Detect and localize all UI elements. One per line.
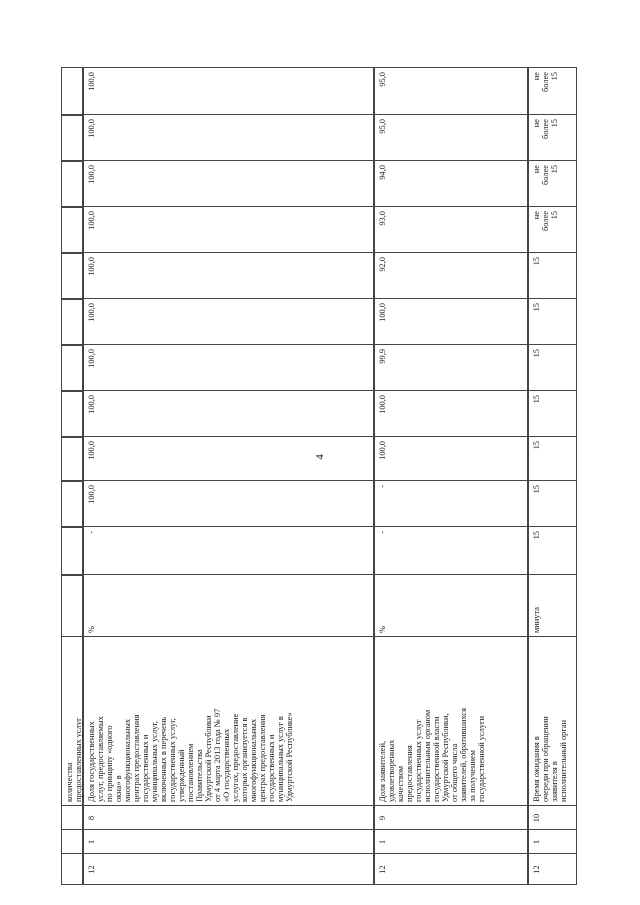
table-cell-r1-c4	[83, 637, 374, 806]
continuation-empty-15	[61, 67, 83, 115]
table-cell-r1-c11-text: 100,0	[87, 303, 96, 322]
table-cell-r1-c13	[83, 207, 374, 253]
continuation-empty-13	[61, 161, 83, 207]
table-cell-r3-c15	[528, 115, 577, 161]
table-cell-r3-c6-text: 15	[532, 531, 541, 540]
table-cell-r2-c14	[374, 161, 528, 207]
continuation-empty-8	[61, 391, 83, 437]
table-cell-r1-c7-text: 100,0	[87, 485, 96, 504]
table-cell-r2-c6-text: -	[378, 531, 387, 534]
table-cell-r3-c10	[528, 345, 577, 391]
table-cell-r1-c14-text: 100,0	[87, 165, 96, 184]
continuation-empty-0	[61, 854, 83, 885]
table-cell-r1-c1-text: 12	[87, 865, 96, 874]
table-cell-r1-c12	[83, 253, 374, 299]
table-cell-r3-c9	[528, 391, 577, 437]
table-cell-r1-c16-text: 100,0	[87, 72, 96, 91]
table-cell-r2-c16	[374, 67, 528, 115]
table-cell-r3-c16	[528, 67, 577, 115]
table-cell-r1-c10-text: 100,0	[87, 349, 96, 368]
continuation-empty-14	[61, 115, 83, 161]
table-cell-r2-c5	[374, 575, 528, 637]
table-cell-r2-c6	[374, 527, 528, 575]
table-cell-r1-c2-text: 1	[87, 839, 96, 845]
table-cell-r3-c3-text: 10	[532, 813, 541, 823]
table-cell-r2-c1	[374, 854, 528, 885]
continuation-empty-1	[61, 830, 83, 854]
table-cell-r1-c5-text: %	[87, 626, 96, 633]
table-cell-r1-c15	[83, 115, 374, 161]
table-cell-r3-c4	[528, 637, 577, 806]
table-cell-r2-c15-text: 95,0	[378, 119, 387, 134]
table-cell-r2-c11	[374, 299, 528, 345]
table-cell-r3-c7	[528, 481, 577, 527]
continuation-empty-5	[61, 527, 83, 575]
table-cell-r1-c12-text: 100,0	[87, 257, 96, 276]
table-cell-r1-c14	[83, 161, 374, 207]
table-cell-r1-c6-text: -	[87, 531, 96, 534]
table-cell-r1-c9-text: 100,0	[87, 395, 96, 414]
table-cell-r1-c3	[83, 806, 374, 830]
rotated-indicator-table	[61, 27, 577, 885]
table-cell-r3-c13-text: не более 15	[532, 211, 559, 231]
continuation-empty-4	[61, 575, 83, 637]
table-cell-r3-c5	[528, 575, 577, 637]
table-cell-r2-c13-text: 93,0	[378, 211, 387, 226]
continuation-empty-6	[61, 481, 83, 527]
table-cell-r1-c6	[83, 527, 374, 575]
table-cell-r3-c14-text: не более 15	[532, 165, 559, 185]
table-cell-r2-c2-text: 1	[378, 839, 387, 845]
table-cell-r3-c6	[528, 527, 577, 575]
table-cell-r3-c1	[528, 854, 577, 885]
table-cell-r3-c2	[528, 830, 577, 854]
continuation-empty-9	[61, 345, 83, 391]
table-cell-r2-c7-text: -	[378, 485, 387, 488]
table-cell-r2-c16-text: 95,0	[378, 72, 387, 87]
table-cell-r3-c8	[528, 437, 577, 481]
table-cell-r1-c7	[83, 481, 374, 527]
table-cell-r1-c5	[83, 575, 374, 637]
table-cell-r3-c9-text: 15	[532, 395, 541, 404]
table-cell-r1-c8-text: 100,0	[87, 441, 96, 460]
table-cell-r1-c3-text: 8	[87, 815, 96, 821]
table-cell-r2-c9-text: 100,0	[378, 395, 387, 414]
table-cell-r1-c11	[83, 299, 374, 345]
continuation-empty-10	[61, 299, 83, 345]
table-cell-r3-c14	[528, 161, 577, 207]
table-cell-r2-c14-text: 94,0	[378, 165, 387, 180]
table-cell-r3-c8-text: 15	[532, 441, 541, 450]
table-cell-r3-c12	[528, 253, 577, 299]
table-cell-r2-c12-text: 92,0	[378, 257, 387, 272]
table-cell-r2-c11-text: 100,0	[378, 303, 387, 322]
table-cell-r2-c10-text: 99,9	[378, 349, 387, 364]
continuation-empty-2	[61, 806, 83, 830]
table-cell-r3-c5-text: минута	[532, 607, 541, 633]
continuation-empty-11	[61, 253, 83, 299]
table-cell-r2-c7	[374, 481, 528, 527]
table-cell-r2-c2	[374, 830, 528, 854]
table-cell-r1-c8	[83, 437, 374, 481]
continuation-cell	[61, 637, 83, 806]
table-cell-r1-c9	[83, 391, 374, 437]
table-cell-r3-c12-text: 15	[532, 257, 541, 266]
table-cell-r2-c13	[374, 207, 528, 253]
table-cell-r1-c1	[83, 854, 374, 885]
table-cell-r2-c12	[374, 253, 528, 299]
table-cell-r2-c8	[374, 437, 528, 481]
table-cell-r3-c10-text: 15	[532, 349, 541, 358]
table-cell-r3-c13	[528, 207, 577, 253]
table-cell-r1-c16	[83, 67, 374, 115]
table-cell-r1-c2	[83, 830, 374, 854]
table-cell-r2-c4-text: Доля заявителей, удовлетворенных качеством предоставления государственных услуг исполнительным органом государственной власти Удмуртской Республики, от общего числа заявителей, обратившихся за получением государственной услуги	[378, 708, 486, 802]
table-cell-r2-c5-text: %	[378, 626, 387, 633]
continuation-empty-7	[61, 437, 83, 481]
continuation-cell-text: количества предоставленных услуг	[65, 717, 83, 802]
table-cell-r3-c15-text: не более 15	[532, 119, 559, 139]
table-cell-r2-c8-text: 100,0	[378, 441, 387, 460]
table-cell-r3-c3	[528, 806, 577, 830]
page-number-text: 4	[314, 454, 326, 460]
table-cell-r1-c10	[83, 345, 374, 391]
table-cell-r3-c2-text: 1	[532, 839, 541, 845]
table-cell-r3-c1-text: 12	[532, 865, 541, 874]
table-cell-r2-c3-text: 9	[378, 815, 387, 821]
table-cell-r3-c11	[528, 299, 577, 345]
table-cell-r2-c10	[374, 345, 528, 391]
table-cell-r2-c15	[374, 115, 528, 161]
table-cell-r2-c3	[374, 806, 528, 830]
table-cell-r3-c16-text: не более 15	[532, 72, 559, 92]
table-cell-r2-c4	[374, 637, 528, 806]
table-cell-r1-c4-text: Доля государственных услуг, предоставляемых по принципу «одного окна» в многофункциональных центрах предоставления государственных и муниципальных услуг, включенных в перечень государственных услуг, утвержденный постановлением Правительства Удмуртской Республики от 4 марта 2013 года № 97 «О государственных услугах, предоставление которых организуется в многофункциональных центрах предоставления государственных и муниципальных услуг в Удмуртской Республике»	[87, 708, 294, 802]
table-cell-r1-c13-text: 100,0	[87, 211, 96, 230]
table-cell-r3-c7-text: 15	[532, 485, 541, 494]
table-cell-r3-c11-text: 15	[532, 303, 541, 312]
table-cell-r1-c15-text: 100,0	[87, 119, 96, 138]
continuation-empty-12	[61, 207, 83, 253]
table-cell-r2-c9	[374, 391, 528, 437]
table-cell-r3-c4-text: Время ожидания в очереди при обращении заявителя в исполнительный орган	[532, 716, 568, 802]
table-cell-r2-c1-text: 12	[378, 865, 387, 874]
